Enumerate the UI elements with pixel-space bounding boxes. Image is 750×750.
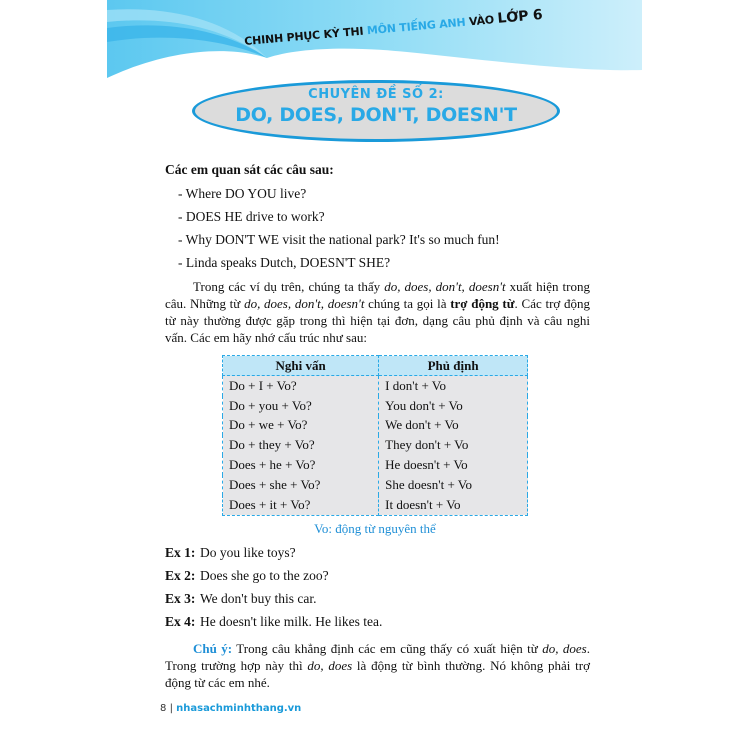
- table-row: [223, 455, 528, 475]
- note-text: là động từ bình thường. Nó không phải trợ động từ các em nhé.: [165, 658, 590, 690]
- page-footer: [160, 703, 301, 714]
- note-paragraph: [165, 640, 590, 691]
- intro-example: - Where DO YOU live?: [178, 186, 307, 201]
- note-text: Trong câu khẳng định các em cũng thấy có xuất hiện từ: [232, 641, 543, 656]
- running-title-highlight: MÔN TIẾNG ANH: [366, 15, 466, 38]
- table-cell: Do + I + Vo?: [223, 376, 379, 396]
- table-cell: Do + you + Vo?: [223, 396, 379, 416]
- table-row: [223, 435, 528, 455]
- intro-example: - DOES HE drive to work?: [178, 209, 325, 224]
- explanation-paragraph: [165, 278, 590, 346]
- footer-website: nhasachminhthang.vn: [176, 703, 302, 714]
- running-title-text: CHINH PHỤC KỲ THI: [243, 24, 368, 49]
- table-cell: We don't + Vo: [379, 416, 528, 436]
- footer-separator: |: [169, 703, 173, 714]
- exercise-label: Ex 3:: [165, 591, 196, 606]
- paragraph-text: . Các trợ động từ này thường được gặp trong thì hiện tại đơn, dạng câu phủ định và câu nghi vấn. Các em hãy nhớ cấu trúc như sau:: [165, 296, 590, 345]
- intro-heading: Các em quan sát các câu sau:: [165, 162, 334, 177]
- table-cell: I don't + Vo: [379, 376, 528, 396]
- grammar-table: [222, 355, 528, 516]
- exercise-label: Ex 2:: [165, 568, 196, 583]
- exercise-text: He doesn't like milk. He likes tea.: [200, 614, 383, 629]
- running-title-grade: LỚP 6: [496, 6, 544, 27]
- exercise-text: We don't buy this car.: [200, 591, 317, 606]
- table-cell: He doesn't + Vo: [379, 455, 528, 475]
- paragraph-italic: do, does, don't, doesn't: [384, 279, 506, 294]
- table-cell: Do + we + Vo?: [223, 416, 379, 436]
- table-header-row: [223, 356, 528, 376]
- paragraph-bold-term: trợ động từ: [450, 296, 515, 311]
- exercise-label: Ex 4:: [165, 614, 196, 629]
- exercise-label: Ex 1:: [165, 545, 196, 560]
- paragraph-text: Trong các ví dụ trên, chúng ta thấy: [193, 279, 385, 294]
- table-cell: They don't + Vo: [379, 435, 528, 455]
- table-cell: She doesn't + Vo: [379, 475, 528, 495]
- paragraph-text: xuất hiện trong câu. Những từ: [165, 279, 590, 311]
- column-header-question: Nghi vấn: [223, 356, 379, 376]
- table-cell: It doesn't + Vo: [379, 495, 528, 515]
- table-cell: You don't + Vo: [379, 396, 528, 416]
- column-header-negative: Phủ định: [379, 356, 528, 376]
- note-italic: do, does: [542, 641, 587, 656]
- table-cell: Do + they + Vo?: [223, 435, 379, 455]
- table-row: [223, 396, 528, 416]
- intro-example: - Linda speaks Dutch, DOESN'T SHE?: [178, 255, 391, 270]
- table-row: [223, 416, 528, 436]
- table-cell: Does + it + Vo?: [223, 495, 379, 515]
- paragraph-italic: do, does, don't, doesn't: [244, 296, 365, 311]
- table-cell: Does + he + Vo?: [223, 455, 379, 475]
- table-row: [223, 475, 528, 495]
- note-italic: do, does: [307, 658, 353, 673]
- exercise-text: Do you like toys?: [200, 545, 296, 560]
- running-title-text: VÀO: [464, 12, 499, 29]
- chapter-label: CHUYÊN ĐỀ SỐ 2:: [308, 87, 444, 102]
- note-text: . Trong trường hợp này thì: [165, 641, 590, 673]
- table-row: [223, 495, 528, 515]
- table-cell: Does + she + Vo?: [223, 475, 379, 495]
- note-label: Chú ý:: [193, 641, 233, 656]
- header-wave-decoration: [107, 0, 642, 80]
- page-number: 8: [160, 703, 167, 714]
- intro-example: - Why DON'T WE visit the national park? It's so much fun!: [178, 232, 500, 247]
- table-row: [223, 376, 528, 396]
- table-footnote: Vo: động từ nguyên thể: [314, 521, 436, 536]
- exercise-text: Does she go to the zoo?: [200, 568, 329, 583]
- paragraph-text: chúng ta gọi là: [364, 296, 451, 311]
- chapter-title: DO, DOES, DON'T, DOESN'T: [235, 104, 517, 126]
